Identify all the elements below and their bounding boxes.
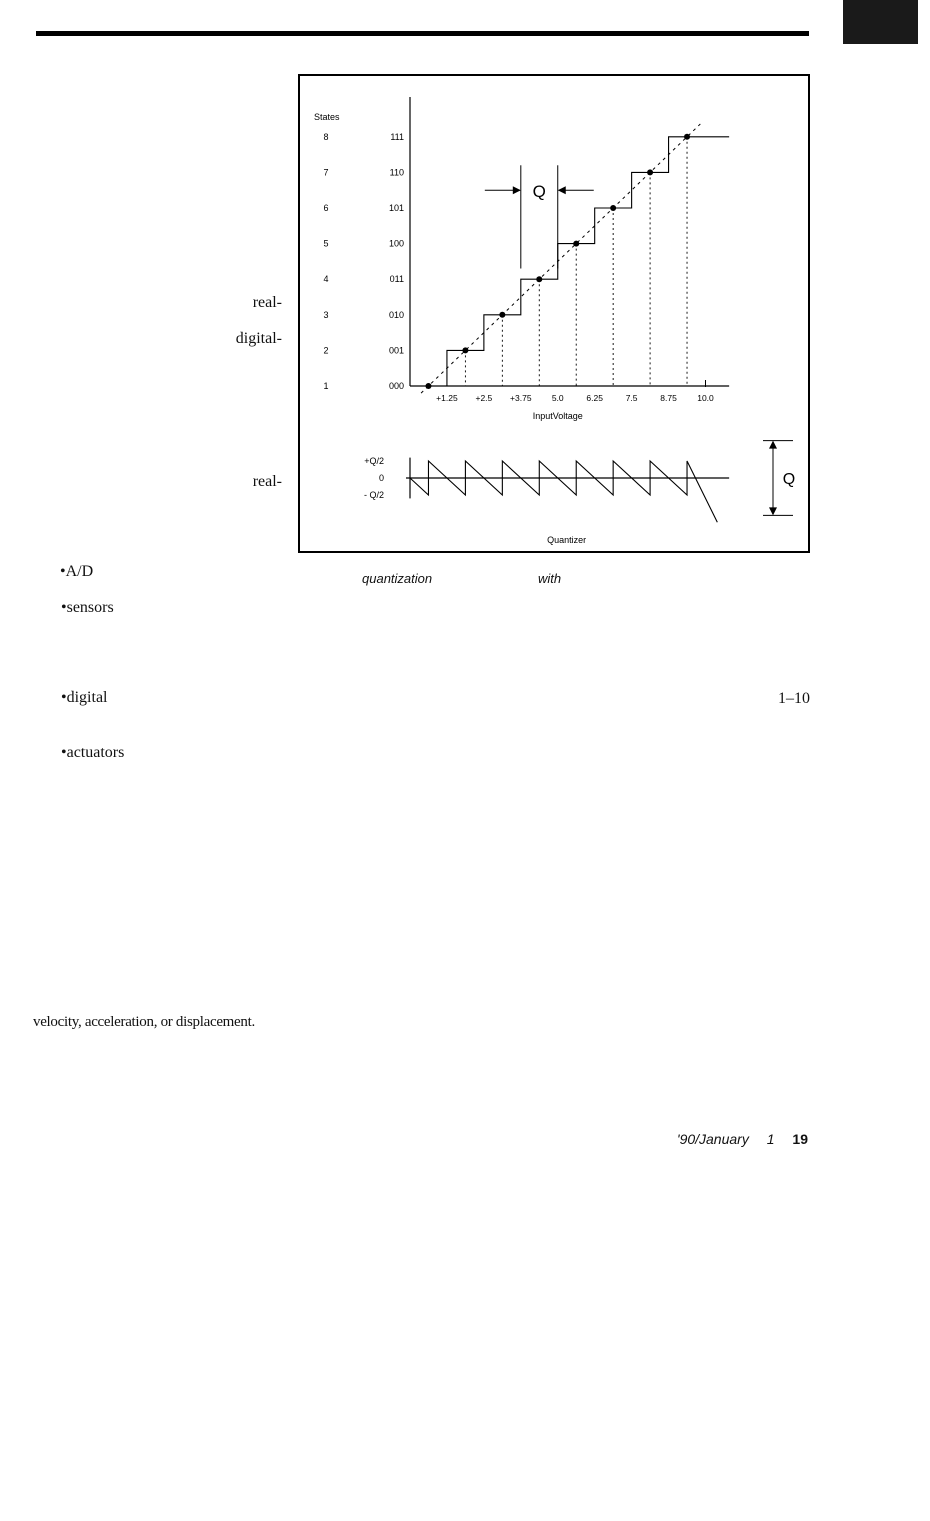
- x-tick-label: +3.75: [510, 393, 532, 403]
- q-range-label: Q: [782, 471, 796, 488]
- quantization-figure: [300, 76, 808, 551]
- state-label: 3: [323, 309, 329, 320]
- caption-with: with: [538, 571, 562, 586]
- code-label: 010: [388, 309, 404, 320]
- caption-quantization: quantization: [362, 571, 433, 586]
- q-arrowhead-right: [558, 186, 566, 194]
- x-axis-label: InputVoltage: [532, 411, 583, 421]
- state-label: 2: [323, 345, 329, 356]
- x-tick-label: 6.25: [586, 393, 603, 403]
- header-rule: [36, 31, 809, 36]
- code-label: 011: [389, 274, 404, 285]
- quantizer-staircase: [410, 137, 729, 386]
- state-label: 7: [323, 167, 329, 178]
- state-label: 4: [323, 274, 329, 285]
- data-point: [462, 347, 468, 353]
- bullet-sensors: •sensors: [61, 599, 114, 616]
- data-point: [536, 276, 542, 282]
- text-fragment-digital: digital-: [235, 330, 282, 347]
- x-tick-label: +2.5: [475, 393, 493, 403]
- error-y-tick-label: +Q/2: [364, 456, 384, 466]
- body-line: velocity, acceleration, or displacement.: [33, 1014, 255, 1030]
- error-sawtooth: [410, 461, 717, 522]
- state-label: 6: [323, 203, 329, 213]
- code-label: 001: [388, 345, 404, 356]
- page-number: 19: [792, 1131, 808, 1147]
- footer-num: 1: [766, 1131, 775, 1147]
- error-y-tick-label: 0: [378, 473, 384, 483]
- data-point: [684, 134, 690, 140]
- data-point: [610, 205, 616, 211]
- code-label: 101: [388, 203, 404, 213]
- bullet-actuators: •actuators: [61, 744, 125, 761]
- x-tick-label: 5.0: [551, 393, 564, 403]
- page-footer: [600, 1131, 808, 1147]
- x-tick-label: 8.75: [660, 393, 677, 403]
- x-tick-label: 7.5: [625, 393, 638, 403]
- q-range-arrow-up: [769, 441, 777, 449]
- data-point: [425, 383, 431, 389]
- data-point: [573, 241, 579, 247]
- footer-date: '90/January: [676, 1131, 749, 1147]
- corner-tab: [843, 0, 918, 44]
- code-label: 000: [388, 381, 404, 391]
- code-label: 100: [388, 238, 404, 249]
- data-point: [499, 312, 505, 318]
- ideal-transfer-line: [421, 124, 700, 393]
- state-label: 1: [323, 381, 329, 391]
- quantization-error-chart: [364, 441, 795, 545]
- text-fragment-real-2: real-: [252, 473, 282, 490]
- transfer-function-chart: [314, 97, 729, 421]
- text-fragment-real: real-: [252, 294, 282, 311]
- code-label: 111: [390, 131, 404, 142]
- x-tick-label: 10.0: [697, 393, 714, 403]
- code-label: 110: [389, 167, 404, 178]
- states-label: States: [314, 112, 340, 122]
- bullet-ad: •A/D: [60, 563, 94, 580]
- state-label: 5: [323, 238, 329, 249]
- state-label: 8: [323, 131, 329, 142]
- error-x-label: Quantizer: [547, 535, 587, 545]
- page-ref: 1–10: [778, 690, 810, 707]
- q-range-arrow-down: [769, 507, 777, 515]
- bullet-digital: •digital: [61, 689, 108, 706]
- figure-frame: [298, 74, 810, 553]
- q-arrowhead-left: [513, 186, 521, 194]
- error-y-tick-label: - Q/2: [363, 490, 384, 500]
- q-label: Q: [532, 182, 546, 202]
- x-tick-label: +1.25: [436, 393, 458, 403]
- data-point: [647, 169, 653, 175]
